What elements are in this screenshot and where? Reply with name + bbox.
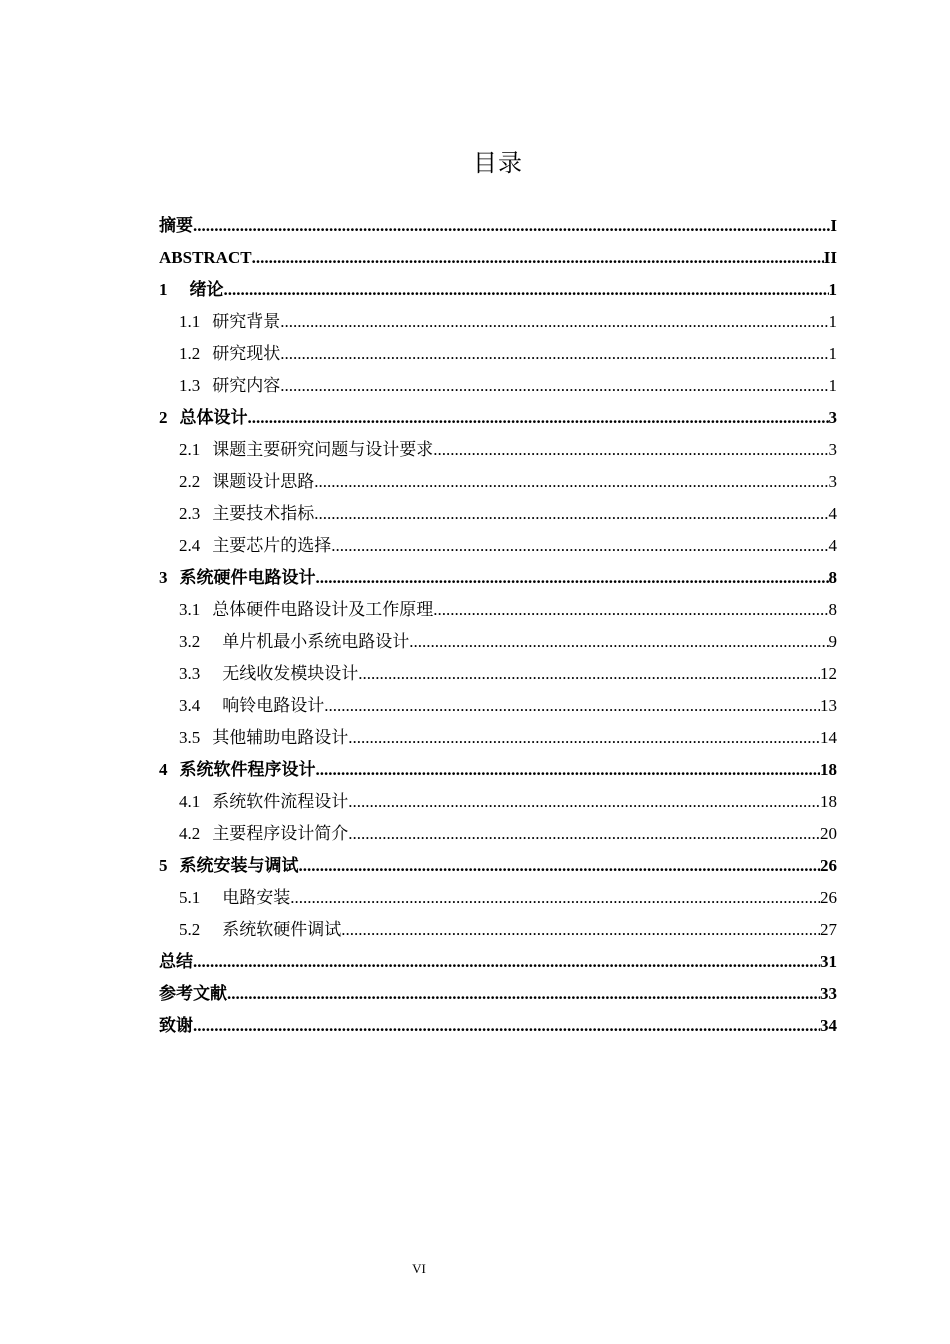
toc-entry-label: 系统软件程序设计 bbox=[179, 760, 316, 779]
toc-entry-label: 总体硬件电路设计及工作原理 bbox=[212, 600, 434, 619]
toc-entry-number: 4.2 bbox=[179, 824, 201, 843]
toc-entry[interactable] bbox=[159, 978, 837, 1010]
toc-entry[interactable] bbox=[159, 242, 837, 274]
toc-entry-title bbox=[159, 754, 316, 786]
toc-leader-dots bbox=[290, 882, 820, 914]
toc-leader-dots bbox=[341, 914, 820, 946]
toc-entry-number: 5.2 bbox=[179, 920, 201, 939]
toc-entry[interactable] bbox=[159, 882, 837, 914]
toc-entry-number: 2 bbox=[159, 408, 168, 427]
toc-entry-label: 系统软硬件调试 bbox=[222, 920, 342, 939]
toc-entry-title bbox=[179, 626, 409, 658]
toc-entry[interactable] bbox=[159, 946, 837, 978]
toc-leader-dots bbox=[409, 626, 828, 658]
toc-entry-title bbox=[179, 594, 433, 626]
toc-entry-title bbox=[179, 370, 280, 402]
toc-entry-title bbox=[159, 242, 252, 274]
toc-leader-dots bbox=[280, 370, 828, 402]
toc-entry[interactable] bbox=[159, 850, 837, 882]
page-title: 目录 bbox=[473, 149, 523, 177]
toc-entry-title bbox=[159, 274, 224, 306]
toc-leader-dots bbox=[314, 498, 828, 530]
toc-entry[interactable] bbox=[159, 658, 837, 690]
toc-entry-label: 电路安装 bbox=[222, 888, 291, 907]
toc-leader-dots bbox=[299, 850, 821, 882]
toc-leader-dots bbox=[248, 402, 829, 434]
toc-entry[interactable] bbox=[159, 626, 837, 658]
toc-leader-dots bbox=[348, 786, 820, 818]
toc-entry-number: 1.2 bbox=[179, 344, 201, 363]
page-number: VI bbox=[412, 1261, 426, 1276]
toc-entry-label: 绪论 bbox=[189, 280, 224, 299]
toc-leader-dots bbox=[433, 434, 828, 466]
toc-entry[interactable] bbox=[159, 466, 837, 498]
toc-entry-page: 1 bbox=[828, 312, 837, 331]
toc-entry[interactable] bbox=[159, 306, 837, 338]
toc-leader-dots bbox=[314, 466, 828, 498]
toc-entry-title bbox=[159, 946, 193, 978]
toc-entry-page: 4 bbox=[828, 536, 837, 555]
toc-entry-number: 4.1 bbox=[179, 792, 201, 811]
toc-entry-page: 4 bbox=[828, 504, 837, 523]
toc-leader-dots bbox=[348, 818, 820, 850]
toc-entry-label: 致谢 bbox=[159, 1016, 193, 1035]
toc-entry-number: 2.1 bbox=[179, 440, 201, 459]
toc-entry-title bbox=[179, 338, 280, 370]
toc-leader-dots bbox=[280, 306, 828, 338]
toc-entry-number: 2.4 bbox=[179, 536, 201, 555]
toc-entry-title bbox=[179, 690, 324, 722]
toc-entry-label: 研究现状 bbox=[212, 344, 281, 363]
toc-entry-page: II bbox=[823, 248, 837, 267]
toc-entry-title bbox=[179, 722, 348, 754]
toc-entry-number: 4 bbox=[159, 760, 168, 779]
toc-entry-label: 无线收发模块设计 bbox=[222, 664, 359, 683]
toc-leader-dots bbox=[316, 562, 829, 594]
toc-entry[interactable] bbox=[159, 754, 837, 786]
toc-leader-dots bbox=[324, 690, 820, 722]
toc-entry-page: 18 bbox=[820, 760, 837, 779]
toc-entry-title bbox=[179, 530, 331, 562]
toc-entry-number: 2.3 bbox=[179, 504, 201, 523]
toc-entry-page: 8 bbox=[828, 568, 837, 587]
toc-entry-page: 13 bbox=[820, 696, 837, 715]
toc-entry[interactable] bbox=[159, 786, 837, 818]
toc-entry-number: 3.5 bbox=[179, 728, 201, 747]
toc-entry-title bbox=[179, 466, 314, 498]
toc-entry-label: 总结 bbox=[159, 952, 193, 971]
toc-entry[interactable] bbox=[159, 914, 837, 946]
toc-entry-number: 1.3 bbox=[179, 376, 201, 395]
toc-entry-number: 3.4 bbox=[179, 696, 201, 715]
toc-entry[interactable] bbox=[159, 498, 837, 530]
toc-entry[interactable] bbox=[159, 594, 837, 626]
toc-leader-dots bbox=[280, 338, 828, 370]
toc-entry-label: ABSTRACT bbox=[159, 248, 252, 267]
toc-leader-dots bbox=[193, 946, 820, 978]
toc-entry-label: 其他辅助电路设计 bbox=[212, 728, 349, 747]
toc-entry-label: 系统硬件电路设计 bbox=[179, 568, 316, 587]
toc-entry-page: 12 bbox=[820, 664, 837, 683]
toc-entry-title bbox=[179, 658, 358, 690]
toc-entry-number: 3 bbox=[159, 568, 168, 587]
toc-entry[interactable] bbox=[159, 274, 837, 306]
toc-entry[interactable] bbox=[159, 722, 837, 754]
table-of-contents bbox=[159, 210, 837, 1042]
toc-entry-page: 18 bbox=[820, 792, 837, 811]
toc-entry-page: 3 bbox=[828, 408, 837, 427]
toc-entry[interactable] bbox=[159, 1010, 837, 1042]
toc-entry-page: 34 bbox=[820, 1016, 837, 1035]
toc-entry-page: 27 bbox=[820, 920, 837, 939]
toc-entry[interactable] bbox=[159, 818, 837, 850]
toc-entry-title bbox=[179, 306, 280, 338]
toc-leader-dots bbox=[224, 274, 829, 306]
toc-entry-title bbox=[179, 786, 348, 818]
toc-entry-title bbox=[179, 434, 433, 466]
toc-entry-number: 5.1 bbox=[179, 888, 201, 907]
toc-entry-page: 8 bbox=[828, 600, 837, 619]
toc-entry-number: 3.3 bbox=[179, 664, 201, 683]
toc-entry-page: 33 bbox=[820, 984, 837, 1003]
toc-entry-label: 摘要 bbox=[159, 216, 193, 235]
toc-leader-dots bbox=[331, 530, 828, 562]
toc-entry[interactable] bbox=[159, 402, 837, 434]
toc-leader-dots bbox=[433, 594, 828, 626]
toc-entry-label: 课题设计思路 bbox=[212, 472, 315, 491]
toc-entry-label: 主要程序设计简介 bbox=[212, 824, 349, 843]
toc-entry-page: 14 bbox=[820, 728, 837, 747]
toc-entry-label: 系统安装与调试 bbox=[179, 856, 299, 875]
toc-entry-label: 总体设计 bbox=[179, 408, 248, 427]
toc-entry-label: 课题主要研究问题与设计要求 bbox=[212, 440, 434, 459]
toc-leader-dots bbox=[193, 1010, 820, 1042]
toc-entry-label: 主要技术指标 bbox=[212, 504, 315, 523]
toc-entry-page: 1 bbox=[828, 376, 837, 395]
toc-leader-dots bbox=[358, 658, 820, 690]
toc-entry-number: 2.2 bbox=[179, 472, 201, 491]
toc-entry[interactable] bbox=[159, 530, 837, 562]
toc-entry-label: 参考文献 bbox=[159, 984, 227, 1003]
toc-entry-title bbox=[159, 402, 248, 434]
toc-entry-title bbox=[159, 1010, 193, 1042]
toc-entry-page: 3 bbox=[828, 440, 837, 459]
toc-entry-label: 系统软件流程设计 bbox=[212, 792, 349, 811]
toc-leader-dots bbox=[227, 978, 820, 1010]
toc-leader-dots bbox=[193, 210, 830, 242]
toc-entry-page: 26 bbox=[820, 888, 837, 907]
toc-entry-title bbox=[179, 882, 290, 914]
toc-entry-number: 3.1 bbox=[179, 600, 201, 619]
toc-entry-label: 研究背景 bbox=[212, 312, 281, 331]
toc-entry-page: 1 bbox=[828, 280, 837, 299]
toc-leader-dots bbox=[252, 242, 824, 274]
toc-entry-number: 3.2 bbox=[179, 632, 201, 651]
toc-leader-dots bbox=[316, 754, 821, 786]
toc-entry[interactable] bbox=[159, 562, 837, 594]
toc-entry-title bbox=[159, 978, 227, 1010]
toc-entry-page: I bbox=[830, 216, 837, 235]
toc-entry-page: 26 bbox=[820, 856, 837, 875]
toc-entry-number: 1 bbox=[159, 280, 168, 299]
toc-entry-page: 3 bbox=[828, 472, 837, 491]
toc-entry-title bbox=[159, 210, 193, 242]
toc-entry[interactable] bbox=[159, 370, 837, 402]
toc-entry[interactable] bbox=[159, 690, 837, 722]
toc-entry-label: 主要芯片的选择 bbox=[212, 536, 332, 555]
toc-entry-label: 单片机最小系统电路设计 bbox=[222, 632, 410, 651]
toc-entry[interactable] bbox=[159, 434, 837, 466]
toc-entry-page: 9 bbox=[828, 632, 837, 651]
toc-leader-dots bbox=[348, 722, 820, 754]
toc-entry-label: 研究内容 bbox=[212, 376, 281, 395]
toc-entry[interactable] bbox=[159, 210, 837, 242]
toc-entry-title bbox=[159, 562, 316, 594]
toc-entry[interactable] bbox=[159, 338, 837, 370]
toc-entry-page: 31 bbox=[820, 952, 837, 971]
toc-entry-number: 5 bbox=[159, 856, 168, 875]
toc-entry-page: 1 bbox=[828, 344, 837, 363]
toc-entry-label: 响铃电路设计 bbox=[222, 696, 325, 715]
toc-entry-title bbox=[179, 914, 341, 946]
toc-entry-title bbox=[179, 498, 314, 530]
toc-entry-title bbox=[179, 818, 348, 850]
toc-entry-number: 1.1 bbox=[179, 312, 201, 331]
toc-entry-page: 20 bbox=[820, 824, 837, 843]
toc-entry-title bbox=[159, 850, 299, 882]
